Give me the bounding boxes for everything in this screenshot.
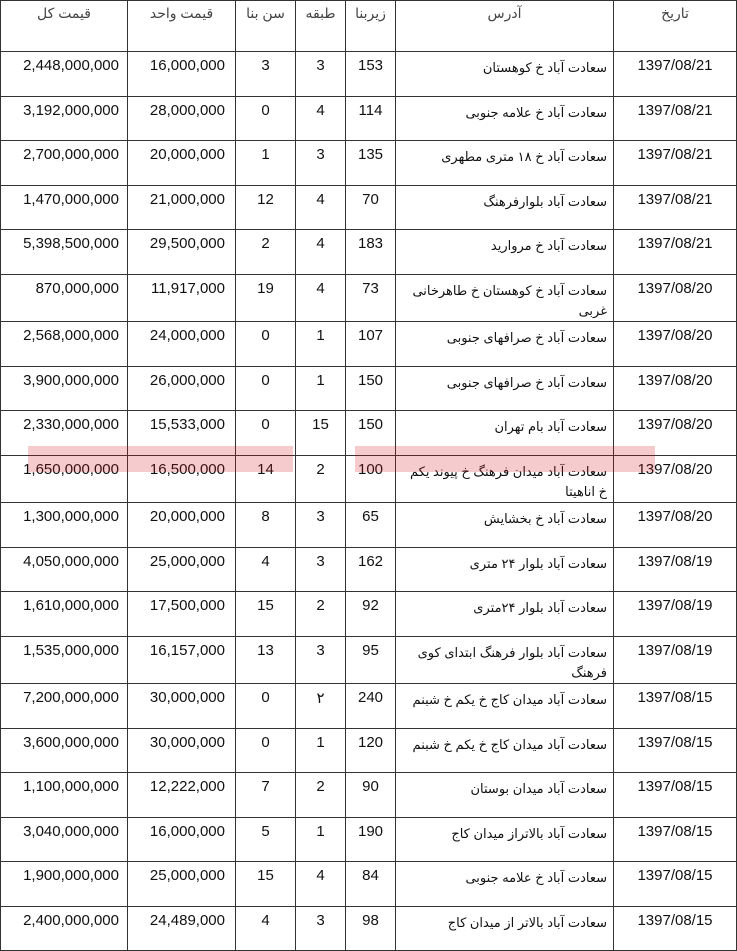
cell-total-price: 1,470,000,000 (1, 186, 128, 230)
cell-address: سعادت آباد خ علامه جنوبی (396, 97, 614, 141)
cell-floor: 3 (296, 141, 346, 186)
cell-floor: 2 (296, 773, 346, 818)
cell-building-age: 0 (236, 411, 296, 456)
cell-address: سعادت آباد خ بخشایش (396, 503, 614, 548)
cell-unit-price: 11,917,000 (128, 275, 236, 322)
table-row (1, 367, 737, 411)
header-row (1, 1, 737, 52)
cell-address: سعادت آباد خ ۱۸ متری مطهری (396, 141, 614, 186)
table-row (1, 322, 737, 367)
cell-address: سعادت آباد خ صرافهای جنوبی (396, 322, 614, 367)
cell-date: 1397/08/21 (614, 230, 737, 275)
table-row (1, 52, 737, 97)
cell-total-price: 1,610,000,000 (1, 592, 128, 637)
cell-date: 1397/08/15 (614, 684, 737, 729)
cell-floor: 15 (296, 411, 346, 456)
header-floor: طبقه (296, 1, 346, 52)
cell-building-age: 0 (236, 322, 296, 367)
cell-address: سعادت آباد خ مروارید (396, 230, 614, 275)
cell-date: 1397/08/21 (614, 97, 737, 141)
cell-floor: 1 (296, 818, 346, 862)
cell-total-price: 2,700,000,000 (1, 141, 128, 186)
cell-unit-price: 24,000,000 (128, 322, 236, 367)
table-row (1, 773, 737, 818)
cell-floor: 1 (296, 729, 346, 773)
cell-total-price: 1,100,000,000 (1, 773, 128, 818)
cell-address: سعادت آباد خ صرافهای جنوبی (396, 367, 614, 411)
cell-unit-price: 16,500,000 (128, 456, 236, 503)
table-row (1, 97, 737, 141)
cell-total-price: 2,330,000,000 (1, 411, 128, 456)
table-row (1, 862, 737, 907)
cell-building-age: 1 (236, 141, 296, 186)
cell-unit-price: 17,500,000 (128, 592, 236, 637)
cell-address: سعادت آباد میدان بوستان (396, 773, 614, 818)
cell-address: سعادت آباد بالاتراز میدان کاج (396, 818, 614, 862)
cell-floor: ۲ (296, 684, 346, 729)
cell-unit-price: 25,000,000 (128, 548, 236, 592)
cell-total-price: 3,900,000,000 (1, 367, 128, 411)
cell-floor: 3 (296, 907, 346, 951)
cell-address: سعادت آباد خ کوهستان (396, 52, 614, 97)
cell-date: 1397/08/20 (614, 456, 737, 503)
header-address: آدرس (396, 1, 614, 52)
cell-total-price: 3,600,000,000 (1, 729, 128, 773)
cell-building-age: 0 (236, 729, 296, 773)
cell-area: 114 (346, 97, 396, 141)
cell-building-age: 19 (236, 275, 296, 322)
cell-floor: 3 (296, 52, 346, 97)
cell-building-age: 12 (236, 186, 296, 230)
cell-floor: 4 (296, 186, 346, 230)
cell-unit-price: 28,000,000 (128, 97, 236, 141)
cell-area: 84 (346, 862, 396, 907)
cell-area: 183 (346, 230, 396, 275)
cell-floor: 3 (296, 637, 346, 684)
cell-area: 162 (346, 548, 396, 592)
cell-unit-price: 20,000,000 (128, 503, 236, 548)
cell-date: 1397/08/20 (614, 503, 737, 548)
cell-total-price: 870,000,000 (1, 275, 128, 322)
cell-total-price: 5,398,500,000 (1, 230, 128, 275)
cell-building-age: 15 (236, 862, 296, 907)
cell-unit-price: 25,000,000 (128, 862, 236, 907)
cell-total-price: 1,300,000,000 (1, 503, 128, 548)
cell-area: 150 (346, 367, 396, 411)
header-total-price: قیمت کل (1, 1, 128, 52)
cell-building-age: 5 (236, 818, 296, 862)
cell-unit-price: 16,000,000 (128, 818, 236, 862)
cell-area: 100 (346, 456, 396, 503)
cell-unit-price: 16,000,000 (128, 52, 236, 97)
cell-date: 1397/08/15 (614, 773, 737, 818)
cell-building-age: 14 (236, 456, 296, 503)
cell-unit-price: 15,533,000 (128, 411, 236, 456)
cell-unit-price: 30,000,000 (128, 684, 236, 729)
cell-total-price: 2,448,000,000 (1, 52, 128, 97)
cell-address: سعادت آباد بلوار ۲۴ متری (396, 548, 614, 592)
header-date: تاریخ (614, 1, 737, 52)
table-row (1, 907, 737, 951)
table-row (1, 141, 737, 186)
header-unit-price: قیمت واحد (128, 1, 236, 52)
cell-total-price: 1,650,000,000 (1, 456, 128, 503)
cell-unit-price: 24,489,000 (128, 907, 236, 951)
cell-area: 98 (346, 907, 396, 951)
header-building-age: سن بنا (236, 1, 296, 52)
table-row (1, 230, 737, 275)
cell-building-age: 13 (236, 637, 296, 684)
cell-area: 135 (346, 141, 396, 186)
cell-address: سعادت آباد میدان فرهنگ خ پیوند یکم خ اناهیتا (396, 456, 614, 503)
cell-address: سعادت آباد بلوار ۲۴متری (396, 592, 614, 637)
cell-address: سعادت آباد خ کوهستان خ طاهرخانی غربی (396, 275, 614, 322)
cell-building-age: 3 (236, 52, 296, 97)
cell-area: 150 (346, 411, 396, 456)
cell-unit-price: 29,500,000 (128, 230, 236, 275)
cell-unit-price: 21,000,000 (128, 186, 236, 230)
cell-building-age: 4 (236, 548, 296, 592)
cell-building-age: 0 (236, 97, 296, 141)
cell-date: 1397/08/15 (614, 818, 737, 862)
cell-area: 190 (346, 818, 396, 862)
cell-area: 73 (346, 275, 396, 322)
cell-unit-price: 12,222,000 (128, 773, 236, 818)
cell-building-age: 4 (236, 907, 296, 951)
cell-address: سعادت آباد میدان کاج خ یکم خ شبنم (396, 684, 614, 729)
cell-address: سعادت آباد بام تهران (396, 411, 614, 456)
cell-total-price: 2,568,000,000 (1, 322, 128, 367)
cell-total-price: 3,040,000,000 (1, 818, 128, 862)
cell-date: 1397/08/20 (614, 367, 737, 411)
cell-date: 1397/08/21 (614, 141, 737, 186)
cell-building-age: 7 (236, 773, 296, 818)
cell-unit-price: 26,000,000 (128, 367, 236, 411)
cell-address: سعادت آباد خ علامه جنوبی (396, 862, 614, 907)
cell-floor: 3 (296, 548, 346, 592)
cell-floor: 4 (296, 862, 346, 907)
cell-total-price: 2,400,000,000 (1, 907, 128, 951)
cell-total-price: 4,050,000,000 (1, 548, 128, 592)
cell-unit-price: 30,000,000 (128, 729, 236, 773)
cell-floor: 2 (296, 592, 346, 637)
cell-floor: 4 (296, 275, 346, 322)
cell-building-age: 8 (236, 503, 296, 548)
cell-building-age: 0 (236, 684, 296, 729)
cell-date: 1397/08/15 (614, 907, 737, 951)
cell-address: سعادت آباد میدان کاج خ یکم خ شبنم (396, 729, 614, 773)
table-row (1, 548, 737, 592)
cell-floor: 2 (296, 456, 346, 503)
table-row (1, 275, 737, 322)
table-row (1, 186, 737, 230)
table-row (1, 637, 737, 684)
cell-date: 1397/08/20 (614, 411, 737, 456)
cell-total-price: 1,900,000,000 (1, 862, 128, 907)
cell-floor: 4 (296, 97, 346, 141)
cell-building-age: 0 (236, 367, 296, 411)
table-row (1, 729, 737, 773)
cell-area: 240 (346, 684, 396, 729)
cell-area: 65 (346, 503, 396, 548)
cell-address: سعادت آباد بلوار فرهنگ ابتدای کوی فرهنگ (396, 637, 614, 684)
table-row (1, 456, 737, 503)
cell-date: 1397/08/19 (614, 548, 737, 592)
cell-date: 1397/08/19 (614, 592, 737, 637)
table-row (1, 503, 737, 548)
table-row (1, 411, 737, 456)
cell-date: 1397/08/15 (614, 729, 737, 773)
cell-address: سعادت آباد بالاتر از میدان کاج (396, 907, 614, 951)
table-row (1, 592, 737, 637)
cell-unit-price: 16,157,000 (128, 637, 236, 684)
cell-date: 1397/08/21 (614, 186, 737, 230)
cell-floor: 4 (296, 230, 346, 275)
cell-building-age: 15 (236, 592, 296, 637)
cell-address: سعادت آباد بلوارفرهنگ (396, 186, 614, 230)
cell-floor: 1 (296, 322, 346, 367)
header-area: زیربنا (346, 1, 396, 52)
cell-date: 1397/08/20 (614, 322, 737, 367)
cell-area: 70 (346, 186, 396, 230)
cell-building-age: 2 (236, 230, 296, 275)
cell-date: 1397/08/21 (614, 52, 737, 97)
table-row (1, 684, 737, 729)
cell-area: 153 (346, 52, 396, 97)
cell-floor: 3 (296, 503, 346, 548)
cell-total-price: 1,535,000,000 (1, 637, 128, 684)
table-row (1, 818, 737, 862)
cell-area: 92 (346, 592, 396, 637)
cell-unit-price: 20,000,000 (128, 141, 236, 186)
cell-total-price: 7,200,000,000 (1, 684, 128, 729)
cell-floor: 1 (296, 367, 346, 411)
cell-date: 1397/08/15 (614, 862, 737, 907)
cell-date: 1397/08/19 (614, 637, 737, 684)
cell-area: 90 (346, 773, 396, 818)
cell-area: 107 (346, 322, 396, 367)
cell-area: 95 (346, 637, 396, 684)
cell-total-price: 3,192,000,000 (1, 97, 128, 141)
cell-area: 120 (346, 729, 396, 773)
cell-date: 1397/08/20 (614, 275, 737, 322)
